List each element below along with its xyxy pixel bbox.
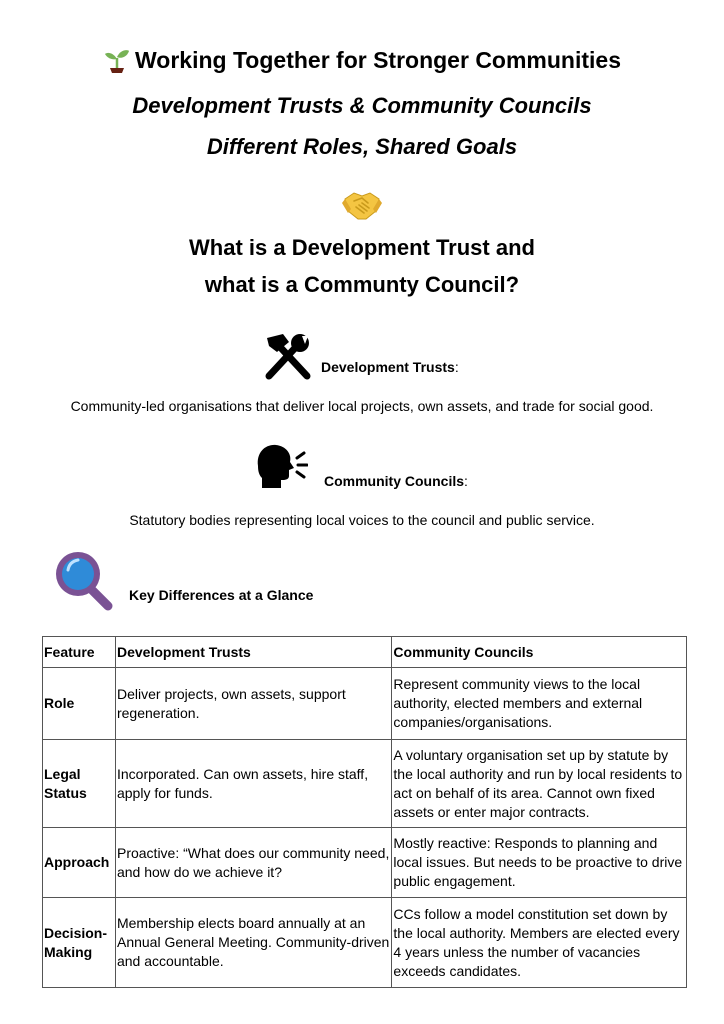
question-line-2: what is a Communty Council? (204, 272, 520, 297)
row-community-councils: Represent community views to the local authority, elected members and external companies/organisations. (392, 668, 687, 740)
table-row (43, 668, 687, 740)
handshake-icon (342, 185, 382, 225)
community-councils-description: Statutory bodies representing local voices to the council and public service. (129, 512, 595, 528)
community-councils-heading (324, 473, 468, 489)
row-community-councils: A voluntary organisation set up by statute by the local authority and run by local residents to act on behalf of its area. Cannot own fixed assets or enter major contracts. (392, 740, 687, 828)
hammer-wrench-icon (261, 332, 315, 380)
row-community-councils: Mostly reactive: Responds to planning and local issues. But needs to be proactive to drive public engagement. (392, 828, 687, 898)
question-line-1: What is a Development Trust and (189, 235, 535, 260)
table-row (43, 898, 687, 988)
row-feature: Decision-Making (43, 898, 116, 988)
row-development-trusts: Proactive: “What does our community need, and how do we achieve it? (115, 828, 391, 898)
row-feature: Role (43, 668, 116, 740)
header-feature: Feature (43, 637, 116, 668)
page-title (0, 46, 724, 74)
row-feature: Legal Status (43, 740, 116, 828)
row-development-trusts: Incorporated. Can own assets, hire staff, apply for funds. (115, 740, 391, 828)
subtitle-2: Different Roles, Shared Goals (206, 134, 518, 159)
community-councils-label: Community Councils (324, 473, 465, 489)
table-row (43, 828, 687, 898)
speaking-head-icon (252, 442, 308, 490)
row-development-trusts: Membership elects board annually at an Annual General Meeting. Community-driven and accountable. (115, 898, 391, 988)
key-differences-heading: Key Differences at a Glance (129, 587, 314, 603)
development-trusts-description: Community-led organisations that deliver local projects, own assets, and trade for social good. (70, 398, 654, 414)
magnifying-glass-icon (52, 548, 116, 612)
row-feature: Approach (43, 828, 116, 898)
table-header-row (43, 637, 687, 668)
development-trusts-label: Development Trusts (321, 359, 455, 375)
subtitle-1: Development Trusts & Community Councils (132, 93, 592, 118)
comparison-table (42, 636, 687, 988)
community-councils-colon: : (464, 473, 468, 489)
seedling-icon (103, 46, 131, 74)
row-community-councils: CCs follow a model constitution set down by the local authority. Members are elected every 4 years unless the number of vacancies exceeds candidates. (392, 898, 687, 988)
title-text: Working Together for Stronger Communities (135, 46, 621, 73)
header-development-trusts: Development Trusts (115, 637, 391, 668)
header-community-councils: Community Councils (392, 637, 687, 668)
row-development-trusts: Deliver projects, own assets, support regeneration. (115, 668, 391, 740)
development-trusts-colon: : (454, 359, 459, 375)
development-trusts-heading (321, 359, 459, 375)
table-row (43, 740, 687, 828)
